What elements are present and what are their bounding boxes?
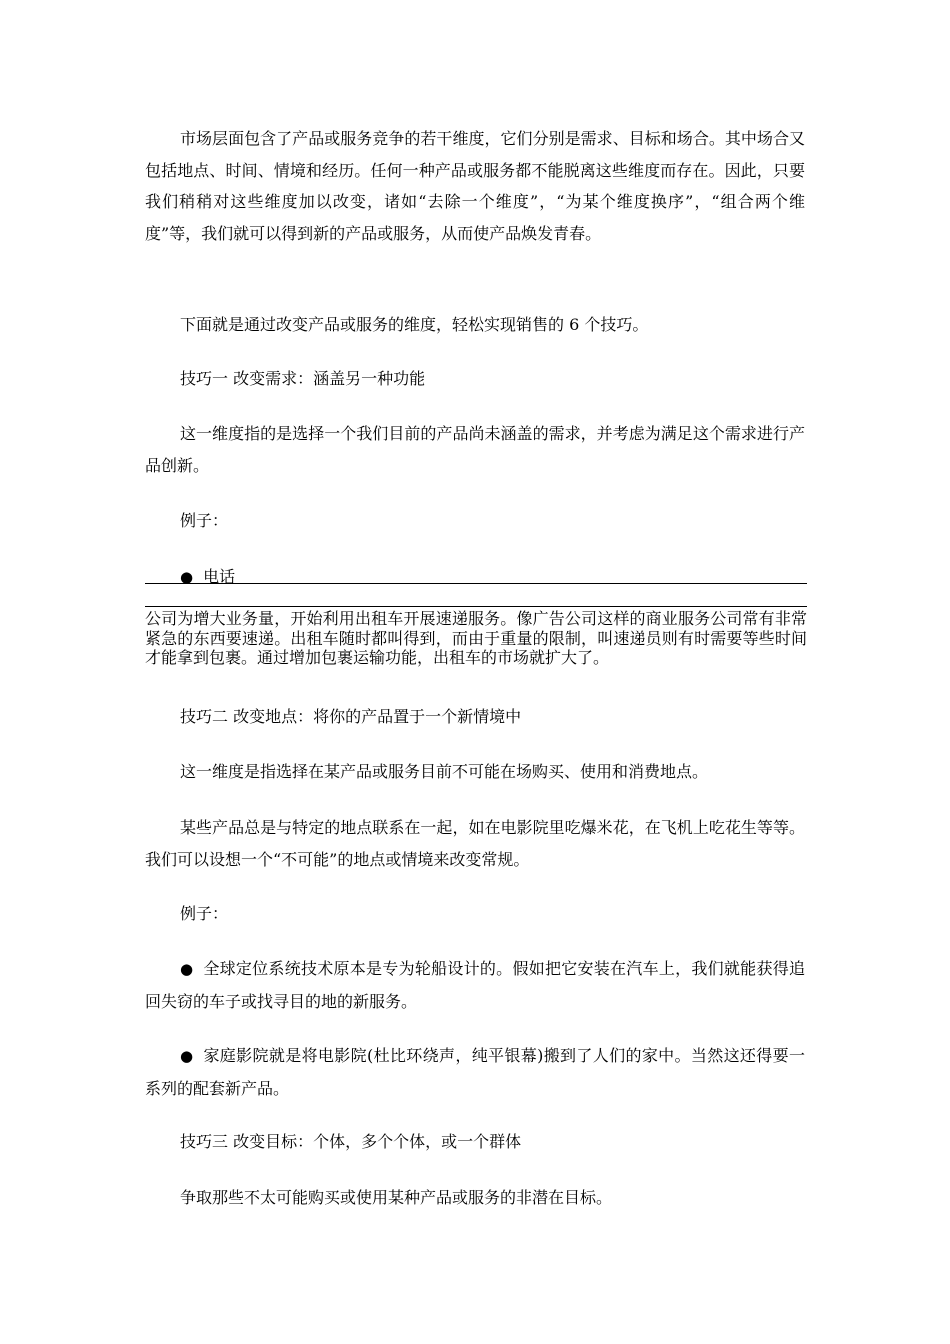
heading-tip-one: 技巧一 改变需求：涵盖另一种功能 [180,369,426,388]
paragraph-place-dimension: 这一维度是指选择在某产品或服务目前不可能在场购买、使用和消费地点。 [180,762,709,781]
paragraph-six-tips-intro: 下面就是通过改变产品或服务的维度，轻松实现销售的 6 个技巧。 [180,315,649,334]
horizontal-rule-bottom [145,606,807,607]
paragraph-target-dimension: 争取那些不太可能购买或使用某种产品或服务的非潜在目标。 [180,1188,613,1207]
label-example-one: 例子： [180,511,229,530]
bullet-text: 电话 [203,567,236,586]
bullet-text: 家庭影院就是将电影院(杜比环绕声，纯平银幕)搬到了人们的家中。当然这还得要一系列的配套新产品。 [145,1046,805,1098]
heading-tip-two: 技巧二 改变地点：将你的产品置于一个新情境中 [180,707,522,726]
bullet-icon: ● [180,568,194,586]
paragraph-taxi-courier: 公司为增大业务量，开始利用出租车开展速递服务。像广告公司这样的商业服务公司常有非常紧急的东西要速递。出租车随时都叫得到，而由于重量的限制，叫速递员则有时需要等些时间才能拿到包裹。通过增加包裹运输功能，出租车的市场就扩大了。 [145,609,807,667]
bullet-text: 全球定位系统技术原本是专为轮船设计的。假如把它安装在汽车上，我们就能获得追回失窃的车子或找寻目的地的新服务。 [145,959,805,1011]
bullet-icon: ● [180,1047,194,1065]
paragraph-need-dimension: 这一维度指的是选择一个我们目前的产品尚未涵盖的需求，并考虑为满足这个需求进行产品创新。 [145,424,805,475]
label-example-two: 例子： [180,904,229,923]
paragraph-place-association: 某些产品总是与特定的地点联系在一起，如在电影院里吃爆米花，在飞机上吃花生等等。我们可以设想一个“不可能”的地点或情境来改变常规。 [145,818,805,869]
horizontal-rule-top [145,583,807,584]
paragraph-market-dimensions: 市场层面包含了产品或服务竞争的若干维度，它们分别是需求、目标和场合。其中场合又包括地点、时间、情境和经历。任何一种产品或服务都不能脱离这些维度而存在。因此，只要我们稍稍对这些维度加以改变，诸如“去除一个维度”，“为某个维度换序”，“组合两个维度”等，我们就可以得到新的产品或服务，从而使产品焕发青春。 [145,129,805,243]
bullet-item-home-theater [145,1040,805,1104]
bullet-item-gps [145,953,805,1017]
bullet-item-telephone [145,561,805,594]
bullet-icon: ● [180,960,194,978]
heading-tip-three: 技巧三 改变目标：个体，多个个体，或一个群体 [180,1132,522,1151]
